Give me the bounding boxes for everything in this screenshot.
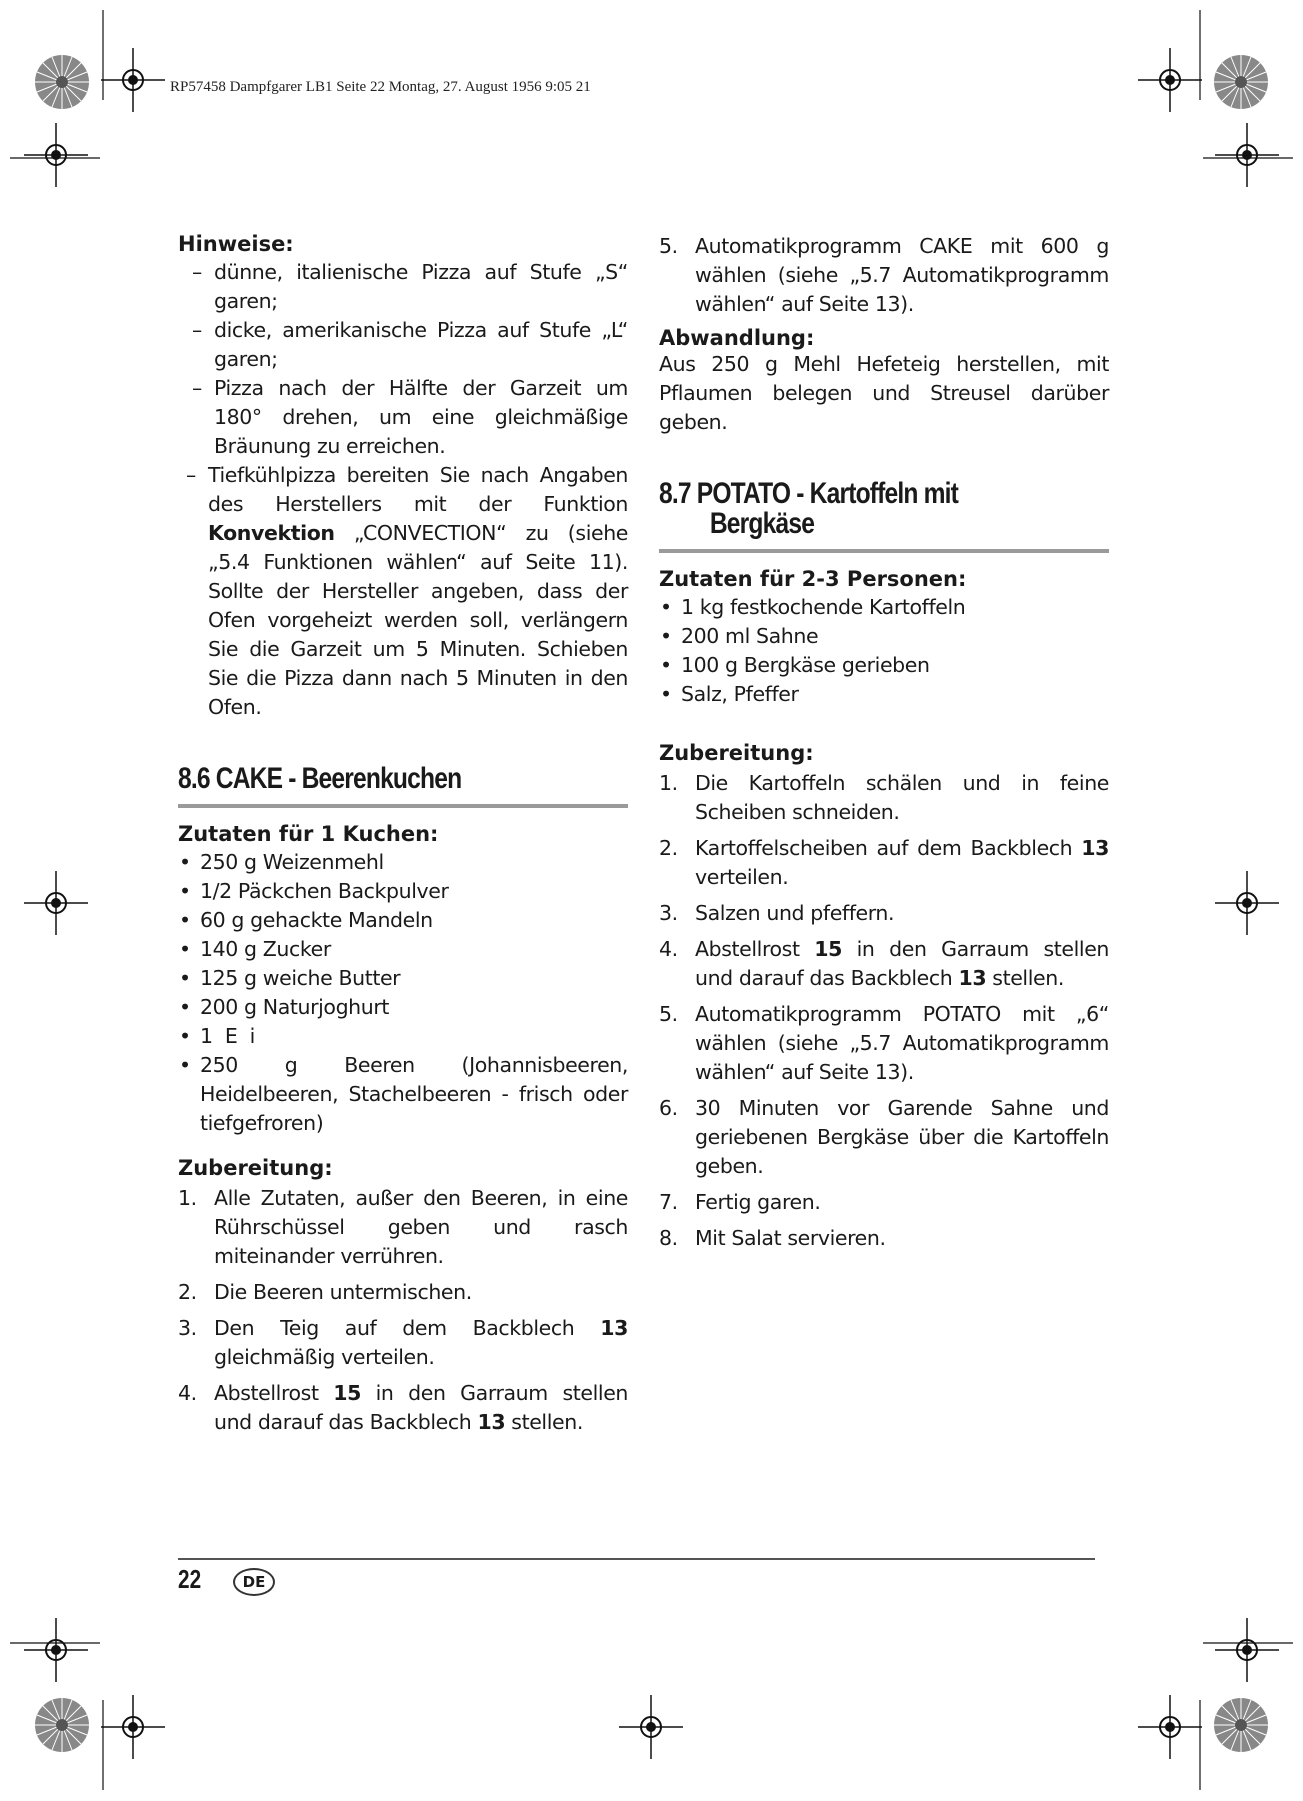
list-item: • 250 g Weizenmehl (200, 848, 628, 877)
zubereitung-steps (659, 769, 1109, 1253)
zutaten-heading: Zutaten für 1 Kuchen: (178, 822, 439, 846)
list-item: • 1 kg festkochende Kartoffeln (681, 593, 1109, 622)
hinweise-list (178, 258, 628, 722)
tk-bold: Konvektion (208, 521, 335, 545)
zubereitung-steps (178, 1184, 628, 1437)
list-item: 5. Automatikprogramm CAKE mit 600 g wählen (siehe „5.7 Automatikprogramm wählen“ auf Seite 13). (659, 234, 1109, 316)
zubereitung-heading: Zubereitung: (178, 1156, 333, 1180)
zutaten-list (659, 593, 1109, 709)
list-item: 3. Den Teig auf dem Backblech 13 gleichmäßig verteilen. (178, 1316, 628, 1369)
tk-text-2: „CONVECTION“ zu (siehe „5.4 Funktionen wählen“ auf Seite 11). Sollte der Hersteller angeben, dass der Ofen vorgeheizt werden soll, verlängern Sie die Garzeit um 5 Minuten. Schieben Sie die Pizza dann nach 5 Minuten in den Ofen. (208, 521, 629, 719)
page-number: 22 (178, 1564, 202, 1594)
section-rule (178, 804, 628, 808)
print-slug: RP57458 Dampfgarer LB1 Seite 22 Montag, 27. August 1956 9:05 21 (170, 79, 591, 95)
section-title-cake: 8.6 CAKE - Beerenkuchen (178, 762, 462, 795)
zubereitung-heading: Zubereitung: (659, 741, 814, 765)
list-item: • 200 ml Sahne (681, 622, 1109, 651)
zutaten-list (178, 848, 628, 1138)
list-item: 4. Abstellrost 15 in den Garraum stellen und darauf das Backblech 13 stellen. (178, 1381, 628, 1434)
list-item: • 100 g Bergkäse gerieben (681, 651, 1109, 680)
zutaten-heading: Zutaten für 2-3 Personen: (659, 567, 967, 591)
footer-rule (178, 1558, 1095, 1560)
list-item: 4. Abstellrost 15 in den Garraum stellen und darauf das Backblech 13 stellen. (659, 937, 1109, 990)
list-item: 1. Alle Zutaten, außer den Beeren, in eine Rührschüssel geben und rasch miteinander verrühren. (178, 1186, 628, 1268)
list-item: 8. Mit Salat servieren. (659, 1226, 886, 1250)
list-item: • 60 g gehackte Mandeln (200, 906, 628, 935)
list-item: – Pizza nach der Hälfte der Garzeit um 180° drehen, um eine gleichmäßige Bräunung zu erreichen. (214, 374, 628, 461)
right-column (659, 232, 1109, 1260)
left-column (178, 232, 628, 1444)
cake-step-5 (659, 232, 1109, 319)
list-item: • 1/2 Päckchen Backpulver (200, 877, 628, 906)
hinweise-heading: Hinweise: (178, 232, 294, 256)
abwandlung-text: Aus 250 g Mehl Hefeteig herstellen, mit Pflaumen belegen und Streusel darüber geben. (659, 352, 1109, 434)
language-badge: DE (233, 1568, 275, 1596)
section-rule (659, 549, 1109, 553)
list-item: 5. Automatikprogramm POTATO mit „6“ wählen (siehe „5.7 Automatikprogramm wählen“ auf Seite 13). (659, 1002, 1109, 1084)
list-item: – dünne, italienische Pizza auf Stufe „S“ garen; (214, 258, 628, 316)
list-item: • 250 g Beeren (Johannisbeeren, Heidelbeeren, Stachelbeeren - frisch oder tiefgefroren) (200, 1051, 628, 1138)
list-item: – dicke, amerikanische Pizza auf Stufe „L“ garen; (214, 316, 628, 374)
list-item: • Salz, Pfeffer (681, 680, 1109, 709)
list-item: 2. Kartoffelscheiben auf dem Backblech 13 verteilen. (659, 836, 1109, 889)
list-item: 3. Salzen und pfeffern. (659, 901, 895, 925)
list-item: • 1 E i (200, 1022, 628, 1051)
list-item: 1. Die Kartoffeln schälen und in feine Scheiben schneiden. (659, 771, 1109, 824)
section-title-potato: 8.7 POTATO - Kartoffeln mit Bergkäse (659, 477, 959, 540)
abwandlung-heading: Abwandlung: (659, 326, 815, 350)
list-item: • 125 g weiche Butter (200, 964, 628, 993)
list-item: 6. 30 Minuten vor Garende Sahne und geriebenen Bergkäse über die Kartoffeln geben. (659, 1096, 1109, 1178)
list-item (208, 461, 628, 722)
list-item: • 140 g Zucker (200, 935, 628, 964)
list-item: • 200 g Naturjoghurt (200, 993, 628, 1022)
list-item: 2. Die Beeren untermischen. (178, 1280, 472, 1304)
tk-text-1: Tiefkühlpizza bereiten Sie nach Angaben des Herstellers mit der Funktion (208, 463, 628, 516)
list-item: 7. Fertig garen. (659, 1190, 821, 1214)
